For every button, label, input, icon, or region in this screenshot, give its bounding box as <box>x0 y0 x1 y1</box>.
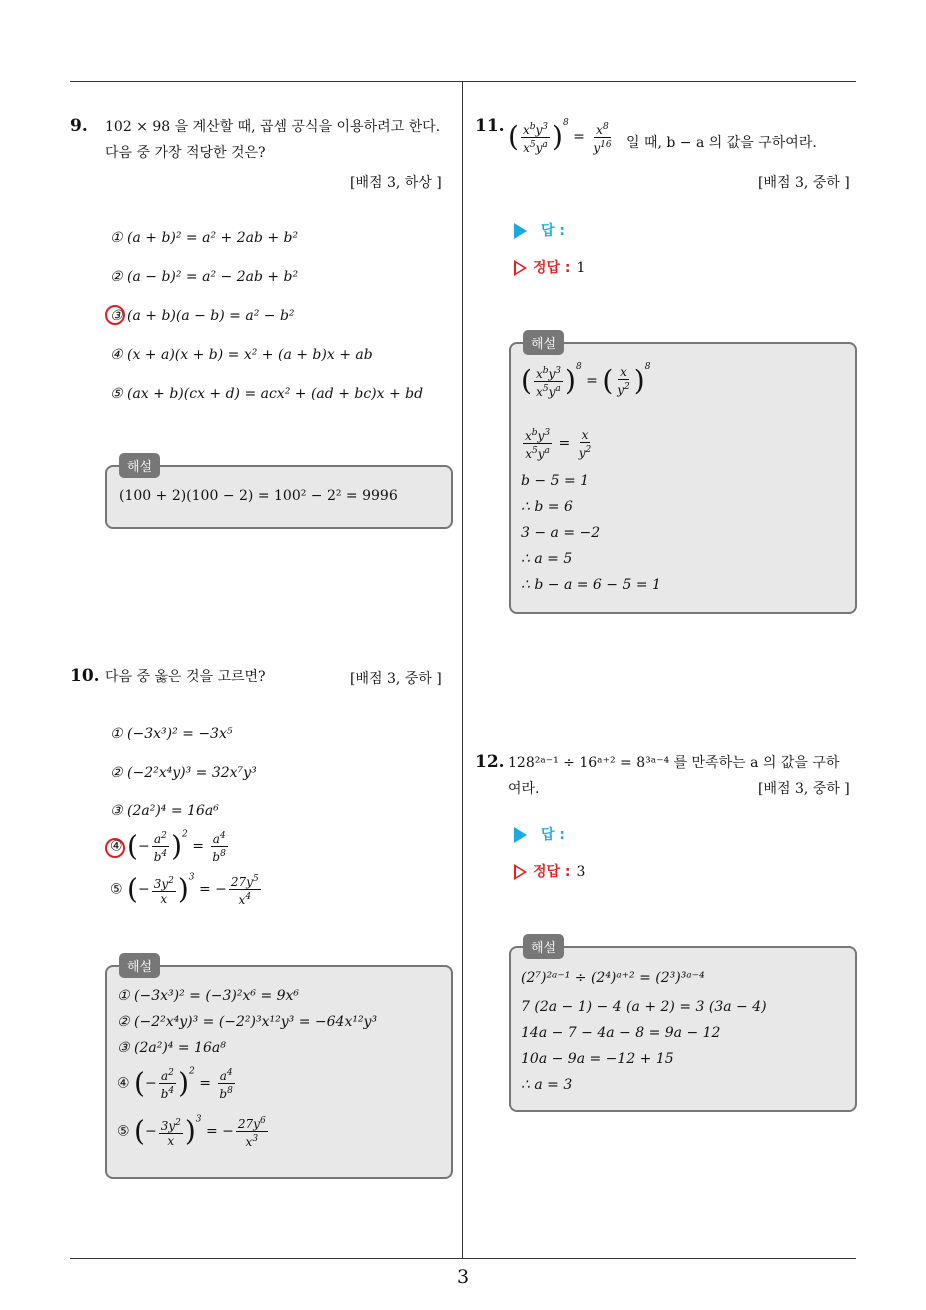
q11-solution-eq-2: $\frac{x^by^3}{x^5y^a}$ = $\frac{x}{y^2}$ <box>525 427 592 461</box>
q11-correct-value: 1 <box>576 260 586 276</box>
q11-meta: [배점 3, 중하 ] <box>758 175 850 191</box>
q9-text-line1: 102 × 98 을 계산할 때, 곱셈 공식을 이용하려고 한다. <box>105 119 441 135</box>
q11-number: 11. <box>475 116 505 136</box>
q9-choice-2[interactable]: ② (a − b)² = a² − 2ab + b² <box>110 269 299 285</box>
q11-solution-line-4: ∴ a = 5 <box>521 551 573 567</box>
page-number: 3 <box>456 1266 470 1288</box>
bottom-rule <box>70 1258 856 1259</box>
q11-correct-answer: 정답 : 1 <box>514 257 585 277</box>
q10-solution5-num: ⑤ <box>117 1123 130 1140</box>
q12-text-line1: 128²ᵃ⁻¹ ÷ 16ᵃ⁺² = 8³ᵃ⁻⁴ 를 만족하는 a 의 값을 구하 <box>508 755 840 771</box>
q10-choice5-num: ⑤ <box>110 881 123 898</box>
q12-solution-line-1: (2⁷)²ᵃ⁻¹ ÷ (2⁴)ᵃ⁺² = (2³)³ᵃ⁻⁴ <box>521 970 705 986</box>
q10-choice-1[interactable]: ① (−3x³)² = −3x⁵ <box>110 726 233 742</box>
q9-solution-tag: 해설 <box>119 453 160 478</box>
q12-solution-line-5: ∴ a = 3 <box>521 1077 573 1093</box>
q10-choice-2[interactable]: ② (−2²x⁴y)³ = 32x⁷y³ <box>110 765 257 781</box>
top-rule <box>70 81 856 82</box>
q9-text-line2: 다음 중 가장 적당한 것은? <box>105 145 266 161</box>
q12-number: 12. <box>475 752 505 772</box>
q10-number: 10. <box>70 666 100 686</box>
q12-solution-line-2: 7 (2a − 1) − 4 (a + 2) = 3 (3a − 4) <box>521 999 767 1015</box>
q10-solution-line-2: ② (−2²x⁴y)³ = (−2²)³x¹²y³ = −64x¹²y³ <box>117 1014 378 1030</box>
q9-number: 9. <box>70 116 88 136</box>
outline-triangle-icon <box>514 260 527 276</box>
q9-choice-3[interactable]: ③ (a + b)(a − b) = a² − b² <box>110 308 295 324</box>
q10-solution4-num: ④ <box>117 1075 130 1092</box>
q10-solution-tag: 해설 <box>119 953 160 978</box>
q12-solution-tag: 해설 <box>523 934 564 959</box>
q10-choice4-num: ④ <box>110 838 123 855</box>
q12-meta: [배점 3, 중하 ] <box>758 781 850 797</box>
q9-choice-5[interactable]: ⑤ (ax + b)(cx + d) = acx² + (ad + bc)x + bd <box>110 386 424 402</box>
q11-solution-line-2: ∴ b = 6 <box>521 499 573 515</box>
outline-triangle-icon <box>514 864 527 880</box>
q10-solution-line-1: ① (−3x³)² = (−3)²x⁶ = 9x⁶ <box>117 988 300 1004</box>
q12-solution-line-3: 14a − 7 − 4a − 8 = 9a − 12 <box>521 1025 721 1041</box>
q11-solution-eq-1: ( $\frac{x^by^3}{x^5y^a}$ )$^8$ = ( $\frac{x}{y^2}$ )$^8$ <box>521 362 651 399</box>
q11-solution-line-3: 3 − a = −2 <box>521 525 601 541</box>
q11-solution-line-5: ∴ b − a = 6 − 5 = 1 <box>521 577 661 593</box>
q11-expression: ( $\frac{x^by^3}{x^5y^a}$ )$^8$ = $\frac{x^8}{y^{16}}$ <box>508 118 612 155</box>
q10-solution-line-4: ④ (− $\frac{a^2}{b^4}$ )$^2$ = $\frac{a^4}{b^8}$ <box>117 1066 233 1101</box>
q9-choice-1[interactable]: ① (a + b)² = a² + 2ab + b² <box>110 230 299 246</box>
q10-choice-5[interactable]: ⑤ (− $\frac{3y^2}{x}$ )$^3$ = − $\frac{27y^5}{x^4}$ <box>110 872 259 907</box>
q12-answer-field[interactable]: 답 : <box>514 824 565 844</box>
q11-solution-tag: 해설 <box>523 330 564 355</box>
play-icon <box>514 223 527 239</box>
q11-solution-line-1: b − 5 = 1 <box>521 473 590 489</box>
q10-meta: [배점 3, 중하 ] <box>350 671 442 687</box>
q12-correct-value: 3 <box>576 864 586 880</box>
q9-solution-line: (100 + 2)(100 − 2) = 100² − 2² = 9996 <box>119 488 398 504</box>
q10-solution-line-3: ③ (2a²)⁴ = 16a⁸ <box>117 1040 226 1056</box>
q9-choice-4[interactable]: ④ (x + a)(x + b) = x² + (a + b)x + ab <box>110 347 373 363</box>
q10-choice-4[interactable]: ④ (− $\frac{a^2}{b^4}$ )$^2$ = $\frac{a^4}{b^8}$ <box>110 829 226 864</box>
q12-correct-answer: 정답 : 3 <box>514 861 585 881</box>
q12-text-line2: 여라. <box>508 781 540 797</box>
q10-solution-line-5: ⑤ (− $\frac{3y^2}{x}$ )$^3$ = − $\frac{27y^6}{x^3}$ <box>117 1114 266 1149</box>
q12-solution-line-4: 10a − 9a = −12 + 15 <box>521 1051 674 1067</box>
column-divider <box>462 82 463 1258</box>
q11-text: 일 때, b − a 의 값을 구하여라. <box>626 135 817 151</box>
q10-text: 다음 중 옳은 것을 고르면? <box>105 669 266 685</box>
q11-answer-field[interactable]: 답 : <box>514 220 565 240</box>
q10-choice-3[interactable]: ③ (2a²)⁴ = 16a⁶ <box>110 803 219 819</box>
q9-meta: [배점 3, 하상 ] <box>350 175 442 191</box>
play-icon <box>514 827 527 843</box>
